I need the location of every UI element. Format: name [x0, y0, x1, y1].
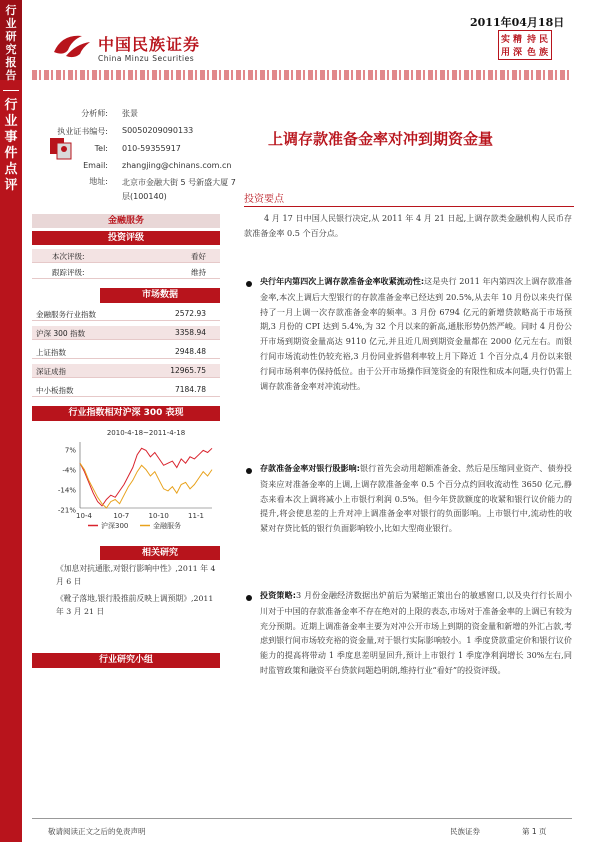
- address-value: 北京市金融大街 5 号新盛大厦 7 层(100140): [122, 178, 236, 201]
- performance-header: 行业指数相对沪深 300 表现: [32, 406, 220, 421]
- bullet-body: 这是央行 2011 年内第四次上调存款准备金率,本次上调后大型银行的存款准备金率已经达到 20.5%,从去年 10 月份以来央行保持了一月上调一次存款准备金率的频率。3 月份 6794 亿元的新增贷款略高于市场预期,3 月份的 CPI 达到 5.4%,为 32 个月以来的新高,通胀形势仍然严峻。同时 4 月份公开市场到期资金量高达 9110 亿元,并且近几周到期资金量都在 2000 亿元左右。而银行间市场流动性仍较充裕,3 月份同业拆借利率较上月下降近 1 个百分点,4 月份以来银行间市场利率仍保持低位。由于公开市场操作回笼资金的有限性和成本问题,央行仍需上调存款准备金率对冲流动性。: [260, 276, 572, 391]
- market-value: 2572.93: [174, 309, 206, 318]
- bullet-paragraph: [260, 274, 572, 393]
- rating-value: 维持: [191, 268, 206, 277]
- brand-name-en: China Minzu Securities: [98, 54, 195, 63]
- market-row: [32, 383, 220, 397]
- article-title: 上调存款准备金率对冲到期资金量: [268, 130, 494, 148]
- market-value: 3358.94: [174, 328, 206, 337]
- chart-title: 2010-4-18~2011-4-18: [106, 429, 186, 437]
- rating-row: [32, 249, 220, 263]
- rating-label: 本次评级:: [52, 252, 85, 261]
- x-tick-label: 10-7: [113, 512, 130, 520]
- y-tick-label: -4%: [62, 466, 76, 475]
- bullet-paragraph: [260, 461, 572, 536]
- performance-chart: [32, 424, 220, 538]
- tel-value: 010-59355917: [122, 144, 181, 153]
- y-tick-label: -21%: [57, 506, 76, 515]
- tel-label: Tel:: [94, 144, 108, 153]
- series-line-hs300: [80, 448, 212, 506]
- bullet-icon: [246, 595, 252, 601]
- stamp-char: 持: [527, 35, 537, 45]
- related-research-item[interactable]: 《靴子落地,银行股推前反映上调预期》,2011 年 3 月 21 日: [56, 594, 214, 616]
- rating-value: 看好: [191, 252, 206, 261]
- market-row: [32, 364, 220, 378]
- market-value: 7184.78: [174, 385, 206, 394]
- section-divider: [244, 206, 574, 207]
- footer-brand: 民族证券: [450, 827, 480, 836]
- bullet-heading: 央行年内第四次上调存款准备金率收紧流动性:: [260, 277, 425, 286]
- market-row: [32, 345, 220, 359]
- stamp-char: 族: [539, 48, 549, 58]
- report-type-label: 行业事件点评: [4, 98, 18, 193]
- x-tick-label: 11-1: [188, 512, 204, 520]
- email-value: zhangjing@chinans.com.cn: [122, 161, 232, 170]
- analyst-name: 张景: [122, 109, 138, 118]
- team-header: 行业研究小组: [32, 653, 220, 668]
- market-data-header: 市场数据: [100, 288, 220, 303]
- bullet-icon: [246, 281, 252, 287]
- stamp-char: 深: [513, 48, 523, 58]
- footer-disclaimer[interactable]: 敬请阅读正文之后的免责声明: [48, 827, 146, 836]
- market-label: 上证指数: [36, 348, 66, 357]
- related-research-header: 相关研究: [100, 546, 220, 560]
- bullet-body: 银行首先会动用超额准备金、然后是压缩同业资产、债券投资来应对准备金率的上调,上调存款准备金率 0.5 个百分点约回收流动性 3650 亿元,静态来看本次上调将减小上市银行利润 0.5%。但今年贷款额度的收紧和银行议价能力的提升,将会使息差的上升对冲上调准备金率对银行的负面影响。上市银行中,流动性的收紧对存贷比低的银行负面影响较小,比如大型商业银行。: [260, 463, 572, 534]
- stamp-char: 用: [501, 48, 511, 58]
- license-number: S0050209090133: [122, 126, 194, 135]
- bullet-paragraph: [260, 588, 572, 678]
- header-pattern-strip: [32, 70, 572, 80]
- market-label: 金融服务行业指数: [36, 310, 96, 319]
- license-label: 执业证书编号:: [57, 127, 108, 136]
- brand-logo-icon: [52, 30, 92, 60]
- bullet-heading: 投资策略:: [260, 591, 297, 600]
- band-divider: [3, 90, 19, 91]
- legend-label: 金融服务: [153, 522, 181, 530]
- related-research-item[interactable]: 《加息对抗通胀,对银行影响中性》,2011 年 4 月 6 日: [56, 564, 216, 586]
- footer-page-number: 第 1 页: [522, 827, 547, 836]
- email-label: Email:: [83, 161, 108, 170]
- rating-header: 投资评级: [32, 231, 220, 245]
- market-row: [32, 307, 220, 321]
- footer-divider: [32, 818, 572, 819]
- market-value: 12965.75: [170, 366, 206, 375]
- bullet-body: 3 月份金融经济数据出炉前后为紧缩正策出台的敏感窗口,以及央行行长周小川对于中国的存款准备金率不存在绝对的上限的表态,市场对于准备金率的上调已有较为充分预期。近期上调准备金率主要为对冲公开市场上到期的资金量和新增的外汇占款,考虑到银行间市场较充裕的资金量,对于银行实际影响较小。1 季度贷款重定价和银行议价能力的提高将带动 1 季度息差明显回升,预计上市银行 1 季度净利润增长 30%左右,同时监管政策和融资平台贷款问题趋明朗,维持行业“看好”的投资评级。: [260, 590, 572, 675]
- market-label: 深证成指: [36, 367, 66, 376]
- series-line-financial: [80, 463, 212, 508]
- sector-name: 金融服务: [32, 214, 220, 228]
- x-tick-label: 10-10: [148, 512, 169, 520]
- motto-stamp: [498, 30, 552, 60]
- section-heading: 投资要点: [244, 194, 284, 205]
- stamp-char: 精: [513, 35, 523, 45]
- market-value: 2948.48: [174, 347, 206, 356]
- address-label: 地址:: [89, 177, 108, 186]
- y-tick-label: -14%: [57, 486, 76, 495]
- market-label: 沪深 300 指数: [36, 329, 86, 338]
- legend-label: 沪深300: [101, 522, 129, 530]
- x-tick-label: 10-4: [76, 512, 92, 520]
- y-tick-label: 7%: [64, 446, 76, 455]
- report-date: 2011年04月18日: [470, 16, 565, 29]
- rating-row: [32, 265, 220, 279]
- stamp-char: 民: [539, 35, 549, 45]
- stamp-char: 色: [527, 48, 537, 58]
- lead-paragraph: 4 月 17 日中国人民银行决定,从 2011 年 4 月 21 日起,上调存款类金融机构人民币存款准备金率 0.5 个百分点。: [244, 213, 572, 238]
- report-category-label: 行业研究报告: [5, 4, 17, 82]
- analyst-label: 分析师:: [81, 109, 108, 118]
- brand-name-cn: 中国民族证券: [98, 35, 201, 54]
- stamp-char: 实: [501, 35, 511, 45]
- rating-label: 跟踪评级:: [52, 268, 85, 277]
- market-label: 中小板指数: [36, 386, 74, 395]
- market-row: [32, 326, 220, 340]
- bullet-icon: [246, 468, 252, 474]
- bullet-heading: 存款准备金率对银行股影响:: [260, 464, 360, 473]
